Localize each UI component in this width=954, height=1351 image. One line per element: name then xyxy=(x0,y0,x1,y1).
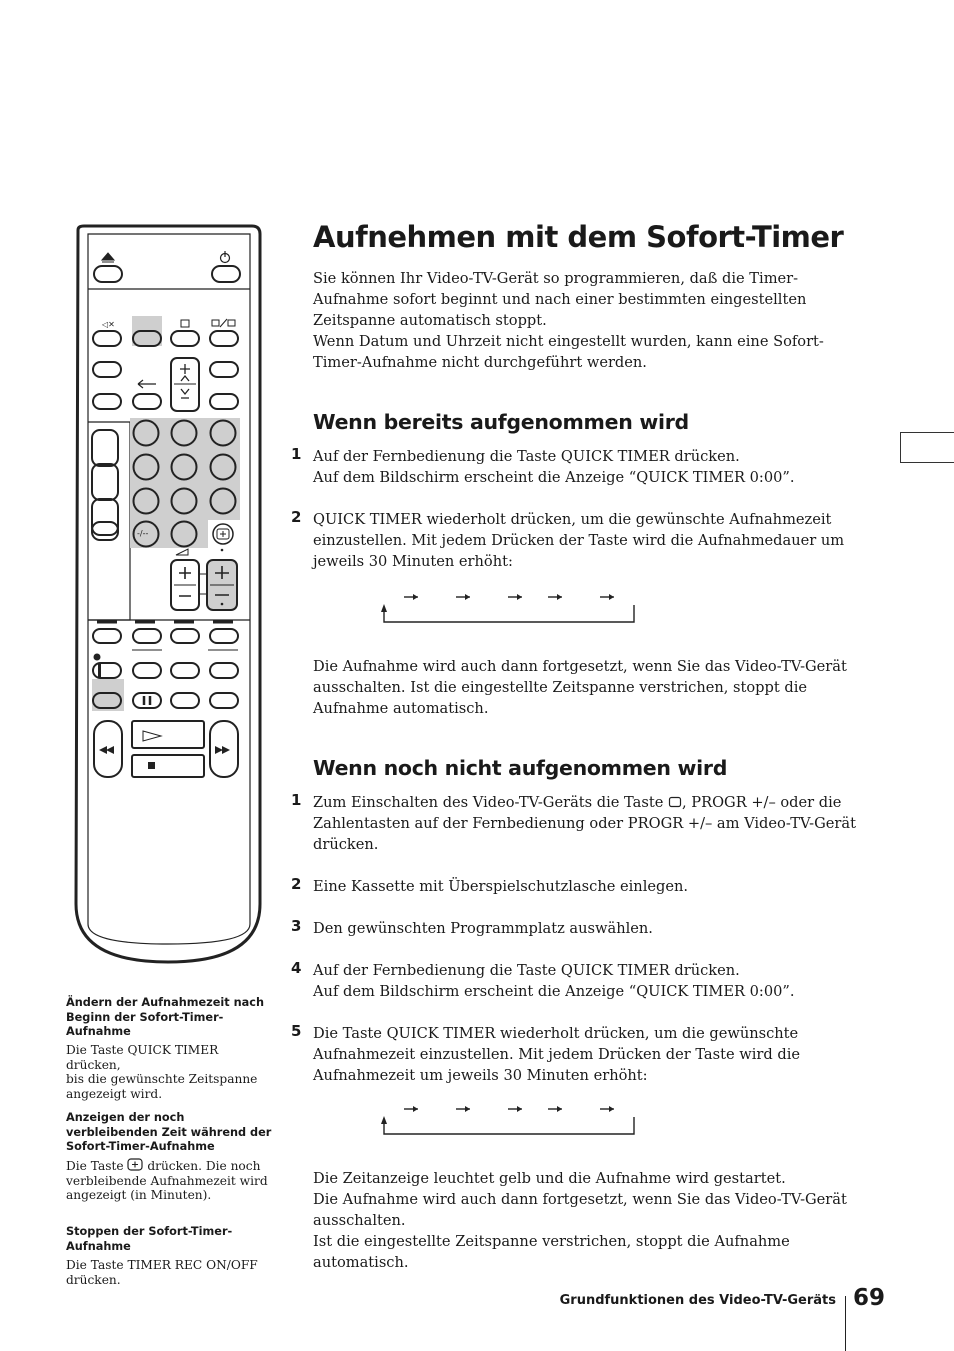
mute-button xyxy=(93,331,121,346)
step-line: einzustellen. Mit jedem Drücken der Taste wird die Aufnahmedauer um xyxy=(313,532,845,549)
teletext-button xyxy=(171,331,199,346)
step-number: 2 xyxy=(291,875,302,893)
tv-icon xyxy=(668,796,682,808)
step-line: Auf dem Bildschirm erscheint die Anzeige “QUICK TIMER 0:00”. xyxy=(313,983,795,1000)
section-heading-recording: Wenn bereits aufgenommen wird xyxy=(313,410,689,434)
step-line xyxy=(313,792,856,813)
paragraph-line: Die Aufnahme wird auch dann fortgesetzt, wenn Sie das Video-TV-Gerät xyxy=(313,658,847,675)
page-number: 69 xyxy=(853,1285,886,1311)
step-text xyxy=(313,1023,800,1086)
footer-section-title: Grundfunktionen des Video-TV-Geräts xyxy=(559,1293,836,1308)
paragraph-line: Ist die eingestellte Zeitspanne verstrichen, stoppt die Aufnahme xyxy=(313,1233,790,1250)
note-heading xyxy=(66,996,284,1040)
note-line: Die Taste QUICK TIMER drücken, xyxy=(66,1043,219,1072)
note-heading-line: Aufnahme xyxy=(66,1239,131,1253)
step-line: QUICK TIMER wiederholt drücken, um die gewünschte Aufnahmezeit xyxy=(313,511,832,528)
paragraph-line: automatisch. xyxy=(313,1254,409,1271)
paragraph-line: ausschalten. xyxy=(313,1212,406,1229)
arrow-left-icon xyxy=(138,380,156,388)
step-text-part: , PROGR +/– oder die xyxy=(681,794,842,811)
step-number: 3 xyxy=(291,917,302,935)
step-number: 5 xyxy=(291,1022,302,1040)
paragraph xyxy=(313,1168,847,1273)
forward-icon xyxy=(215,746,230,754)
remote-control-illustration xyxy=(70,224,266,966)
note-text xyxy=(66,1043,276,1101)
step-text xyxy=(313,876,688,897)
step-line: Zahlentasten auf der Fernbedienung oder PROGR +/– am Video-TV-Gerät xyxy=(313,815,856,832)
note-text-part: Die Taste xyxy=(66,1159,124,1173)
note-line: angezeigt (in Minuten). xyxy=(66,1188,212,1202)
note-heading-line: Beginn der Sofort-Timer- xyxy=(66,1010,224,1024)
step-line: Auf der Fernbedienung die Taste QUICK TIMER drücken. xyxy=(313,962,740,979)
power-button xyxy=(212,266,240,282)
note-text xyxy=(66,1158,276,1203)
note-heading-line: Sofort-Timer-Aufnahme xyxy=(66,1140,215,1153)
eject-button xyxy=(94,266,122,282)
info-icon xyxy=(127,1158,143,1171)
note-heading-line: verbleibenden Zeit während der xyxy=(66,1125,272,1139)
input-icon xyxy=(212,319,235,327)
note-line: bis die gewünschte Zeitspanne xyxy=(66,1072,258,1086)
intro-line: Sie können Ihr Video-TV-Gerät so programmieren, daß die Timer- xyxy=(313,270,799,287)
step-number: 4 xyxy=(291,959,302,977)
back-button xyxy=(93,394,121,409)
input-button xyxy=(210,331,238,346)
note-line: verbleibende Aufnahmezeit wird xyxy=(66,1173,268,1188)
record-button xyxy=(93,663,121,678)
chapter-tab xyxy=(900,432,954,463)
note-heading xyxy=(66,1225,284,1254)
note-heading-line: Aufnahme xyxy=(66,1025,131,1038)
step-line: Den gewünschten Programmplatz auswählen. xyxy=(313,920,653,937)
step-text xyxy=(313,960,795,1002)
note-line xyxy=(66,1158,276,1174)
play-icon xyxy=(143,731,161,741)
note-text xyxy=(66,1258,276,1287)
section-heading-not-recording: Wenn noch nicht aufgenommen wird xyxy=(313,756,728,780)
volume-icon xyxy=(176,549,188,555)
note-heading-line: Ändern der Aufnahmezeit nach xyxy=(66,996,265,1009)
stop-button xyxy=(132,755,204,777)
stop-icon xyxy=(148,762,155,769)
power-icon xyxy=(221,251,230,263)
program-down-icon xyxy=(181,389,189,398)
intro-line: Aufnahme sofort beginnt und nach einer bestimmten eingestellten xyxy=(313,291,807,308)
teletext-icon xyxy=(181,320,189,327)
pause-button xyxy=(133,693,161,708)
paragraph-line: ausschalten. Ist die eingestellte Zeitspanne verstrichen, stoppt die xyxy=(313,679,808,696)
step-text xyxy=(313,446,795,488)
note-line: Die Taste TIMER REC ON/OFF xyxy=(66,1258,258,1272)
intro-line: Zeitspanne automatisch stoppt. xyxy=(313,312,547,329)
note-line: angezeigt wird. xyxy=(66,1086,163,1101)
record-icon xyxy=(94,654,101,661)
page-title: Aufnehmen mit dem Sofort-Timer xyxy=(313,220,844,254)
step-line: Eine Kassette mit Überspielschutzlasche einlegen. xyxy=(313,878,689,895)
pause-icon xyxy=(144,696,150,705)
time-cycle-diagram xyxy=(378,1100,640,1140)
step-line: Die Taste QUICK TIMER wiederholt drücken, um die gewünschte xyxy=(313,1025,799,1042)
step-line: Aufnahmezeit um jeweils 30 Minuten erhöht: xyxy=(313,1067,648,1084)
step-text xyxy=(313,509,844,572)
step-line: Auf der Fernbedienung die Taste QUICK TIMER drücken. xyxy=(313,448,740,465)
step-text xyxy=(313,792,856,855)
step-line: jeweils 30 Minuten erhöht: xyxy=(313,553,513,570)
paragraph xyxy=(313,656,847,719)
intro-paragraph xyxy=(313,268,824,373)
note-heading-line: Anzeigen der noch xyxy=(66,1111,185,1124)
step-text xyxy=(313,918,653,939)
remote-dash-label: -/-- xyxy=(137,529,149,538)
paragraph-line: Aufnahme automatisch. xyxy=(313,700,489,717)
paragraph-line: Die Aufnahme wird auch dann fortgesetzt, wenn Sie das Video-TV-Gerät xyxy=(313,1191,847,1208)
intro-line: Wenn Datum und Uhrzeit nicht eingestellt wurden, kann eine Sofort- xyxy=(313,333,824,350)
step-line: drücken. xyxy=(313,836,379,853)
paragraph-line: Die Zeitanzeige leuchtet gelb und die Aufnahme wird gestartet. xyxy=(313,1170,786,1187)
step-number: 2 xyxy=(291,508,302,526)
note-text-part: drücken. Die noch xyxy=(147,1159,261,1173)
intro-line: Timer-Aufnahme nicht durchgeführt werden. xyxy=(313,354,647,371)
time-cycle-diagram xyxy=(378,588,640,628)
step-line: Auf dem Bildschirm erscheint die Anzeige “QUICK TIMER 0:00”. xyxy=(313,469,795,486)
program-up-icon xyxy=(180,364,190,381)
note-heading xyxy=(66,1111,284,1155)
mute-icon: ◁✕ xyxy=(102,320,115,329)
step-number: 1 xyxy=(291,445,302,463)
footer-divider xyxy=(845,1296,846,1351)
step-line: Aufnahmezeit einzustellen. Mit jedem Drücken der Taste wird die xyxy=(313,1046,801,1063)
note-line: drücken. xyxy=(66,1272,121,1287)
eject-icon xyxy=(102,253,114,262)
step-text-part: Zum Einschalten des Video-TV-Geräts die Taste xyxy=(313,794,664,811)
step-number: 1 xyxy=(291,791,302,809)
note-heading-line: Stoppen der Sofort-Timer- xyxy=(66,1225,233,1238)
rewind-icon xyxy=(99,746,114,754)
